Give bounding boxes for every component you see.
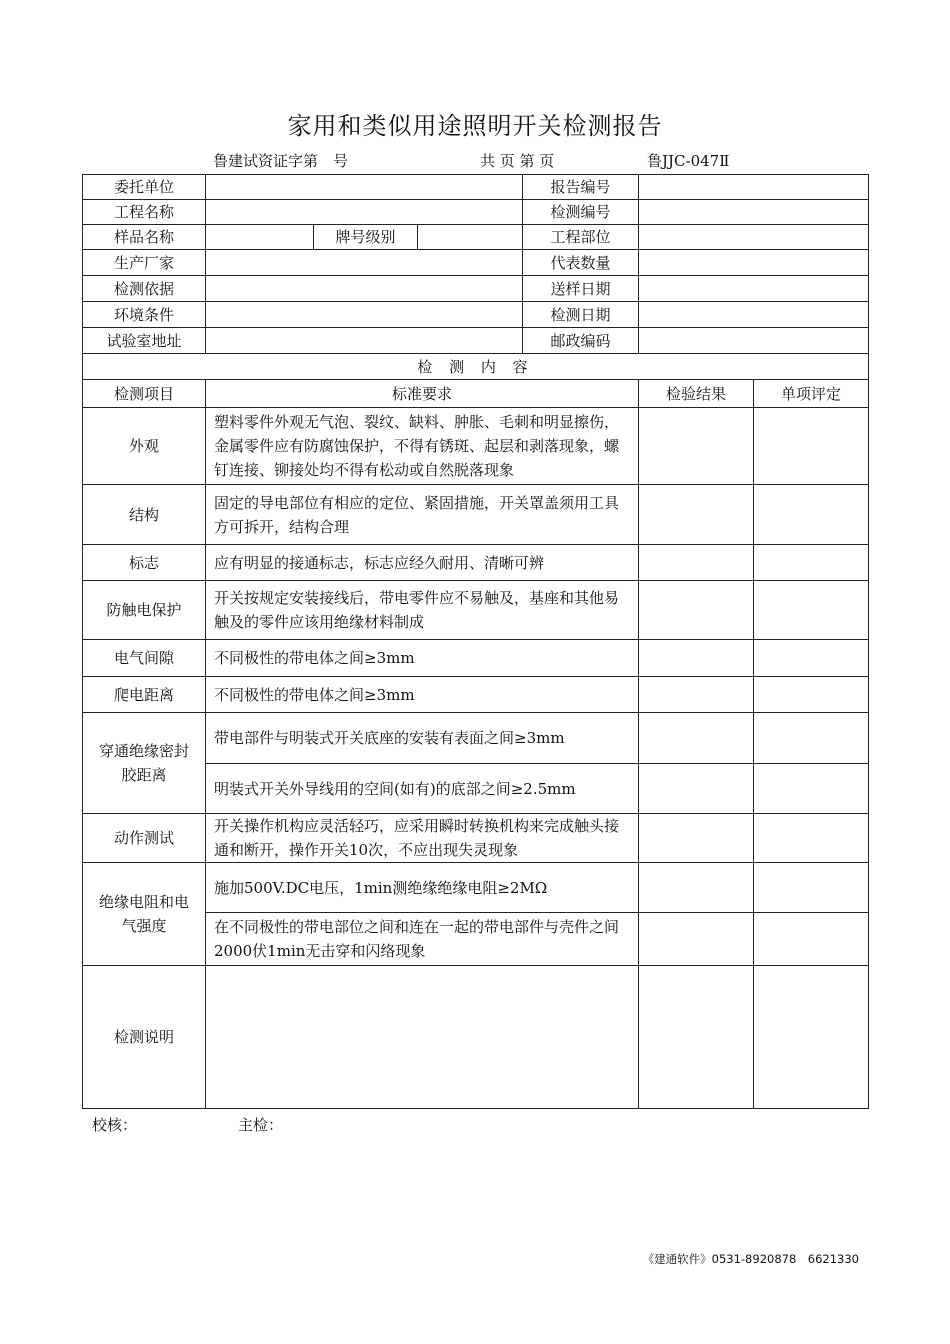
item-insulation-strength: 绝缘电阻和电气强度 (83, 863, 206, 966)
label-postcode: 邮政编码 (523, 328, 639, 354)
result-cell[interactable] (639, 913, 754, 966)
result-cell[interactable] (639, 485, 754, 545)
test-row (83, 408, 869, 485)
value-sample-name[interactable] (206, 225, 314, 250)
form-code: 鲁JJC-047Ⅱ (647, 152, 730, 170)
label-brand-grade: 牌号级别 (314, 225, 418, 250)
requirement-insulation-2: 在不同极性的带电部位之间和连在一起的带电部件与壳件之间2000伏1min无击穿和闪络现象 (206, 913, 639, 966)
remarks-text[interactable] (206, 966, 639, 1109)
test-row (83, 581, 869, 640)
remarks-row (83, 966, 869, 1109)
result-cell[interactable] (639, 814, 754, 863)
test-row (83, 677, 869, 713)
value-brand-grade[interactable] (418, 225, 523, 250)
value-test-no[interactable] (639, 200, 869, 225)
rating-cell[interactable] (754, 581, 869, 640)
info-row (83, 276, 869, 302)
report-table (82, 174, 869, 1109)
value-client[interactable] (206, 175, 523, 200)
label-environment: 环境条件 (83, 302, 206, 328)
column-result: 检验结果 (639, 380, 754, 408)
info-row (83, 200, 869, 225)
rating-cell[interactable] (754, 640, 869, 677)
result-cell[interactable] (639, 863, 754, 913)
requirement-operation-test: 开关操作机构应灵活轻巧，应采用瞬时转换机构来完成触头接通和断开，操作开关10次，不应出现失灵现象 (206, 814, 639, 863)
result-cell[interactable] (639, 640, 754, 677)
info-row (83, 175, 869, 200)
requirement-insulation-1: 施加500V.DC电压，1min测绝缘绝缘电阻≥2MΩ (206, 863, 639, 913)
value-manufacturer[interactable] (206, 250, 523, 276)
item-structure: 结构 (83, 485, 206, 545)
value-postcode[interactable] (639, 328, 869, 354)
label-manufacturer: 生产厂家 (83, 250, 206, 276)
section-header-row (83, 354, 869, 380)
label-project-name: 工程名称 (83, 200, 206, 225)
label-lab-address: 试验室地址 (83, 328, 206, 354)
item-appearance: 外观 (83, 408, 206, 485)
result-cell[interactable] (639, 408, 754, 485)
report-title: 家用和类似用途照明开关检测报告 (287, 112, 663, 140)
value-test-date[interactable] (639, 302, 869, 328)
inspector-label: 主检： (238, 1116, 284, 1134)
result-cell[interactable] (639, 677, 754, 713)
requirement-structure: 固定的导电部位有相应的定位、紧固措施，开关罩盖须用工具方可拆开，结构合理 (206, 485, 639, 545)
item-clearance: 电气间隙 (83, 640, 206, 677)
value-send-date[interactable] (639, 276, 869, 302)
rating-cell[interactable] (754, 677, 869, 713)
column-header-row (83, 380, 869, 408)
value-basis[interactable] (206, 276, 523, 302)
result-cell[interactable] (639, 713, 754, 764)
item-operation-test: 动作测试 (83, 814, 206, 863)
rating-cell[interactable] (754, 913, 869, 966)
item-insulation-sealing-distance: 穿通绝缘密封胶距离 (83, 713, 206, 814)
rating-cell[interactable] (754, 863, 869, 913)
label-report-no: 报告编号 (523, 175, 639, 200)
rating-cell[interactable] (754, 814, 869, 863)
requirement-sealing-1: 带电部件与明装式开关底座的安装有表面之间≥3mm (206, 713, 639, 764)
result-cell[interactable] (639, 764, 754, 814)
info-row (83, 250, 869, 276)
label-client: 委托单位 (83, 175, 206, 200)
item-shock-protection: 防触电保护 (83, 581, 206, 640)
rating-cell[interactable] (754, 485, 869, 545)
info-row (83, 225, 869, 250)
result-cell[interactable] (639, 581, 754, 640)
value-project-part[interactable] (639, 225, 869, 250)
remarks-result[interactable] (639, 966, 754, 1109)
remarks-label: 检测说明 (83, 966, 206, 1109)
rating-cell[interactable] (754, 408, 869, 485)
column-requirement: 标准要求 (206, 380, 639, 408)
value-report-no[interactable] (639, 175, 869, 200)
requirement-clearance: 不同极性的带电体之间≥3mm (206, 640, 639, 677)
value-lab-address[interactable] (206, 328, 523, 354)
value-project-name[interactable] (206, 200, 523, 225)
software-credit: 《建通软件》0531-8920878 6621330 (642, 1252, 859, 1266)
requirement-sealing-2: 明装式开关外导线用的空间(如有)的底部之间≥2.5mm (206, 764, 639, 814)
test-row (83, 863, 869, 913)
label-test-date: 检测日期 (523, 302, 639, 328)
item-creepage: 爬电距离 (83, 677, 206, 713)
test-row (83, 640, 869, 677)
requirement-appearance: 塑料零件外观无气泡、裂纹、缺料、肿胀、毛刺和明显擦伤，金属零件应有防腐蚀保护，不得有锈斑、起层和剥落现象，螺钉连接、铆接处均不得有松动或自然脱落现象 (206, 408, 639, 485)
label-send-date: 送样日期 (523, 276, 639, 302)
test-row (83, 485, 869, 545)
page-count: 共 页 第 页 (480, 152, 555, 170)
column-item: 检测项目 (83, 380, 206, 408)
label-test-no: 检测编号 (523, 200, 639, 225)
info-row (83, 302, 869, 328)
rating-cell[interactable] (754, 764, 869, 814)
value-quantity[interactable] (639, 250, 869, 276)
rating-cell[interactable] (754, 713, 869, 764)
test-row (83, 545, 869, 581)
label-quantity: 代表数量 (523, 250, 639, 276)
item-marking: 标志 (83, 545, 206, 581)
value-environment[interactable] (206, 302, 523, 328)
label-project-part: 工程部位 (523, 225, 639, 250)
test-row (83, 713, 869, 764)
column-rating: 单项评定 (754, 380, 869, 408)
test-row (83, 814, 869, 863)
requirement-marking: 应有明显的接通标志，标志应经久耐用、清晰可辨 (206, 545, 639, 581)
label-basis: 检测依据 (83, 276, 206, 302)
result-cell[interactable] (639, 545, 754, 581)
requirement-creepage: 不同极性的带电体之间≥3mm (206, 677, 639, 713)
label-sample-name: 样品名称 (83, 225, 206, 250)
requirement-shock-protection: 开关按规定安装接线后，带电零件应不易触及，基座和其他易触及的零件应该用绝缘材料制成 (206, 581, 639, 640)
rating-cell[interactable] (754, 545, 869, 581)
remarks-rating[interactable] (754, 966, 869, 1109)
certificate-number: 鲁建试资证字第 号 (213, 152, 349, 170)
content-section-title: 检 测 内 容 (83, 354, 869, 380)
checker-label: 校核： (92, 1116, 138, 1134)
info-row (83, 328, 869, 354)
